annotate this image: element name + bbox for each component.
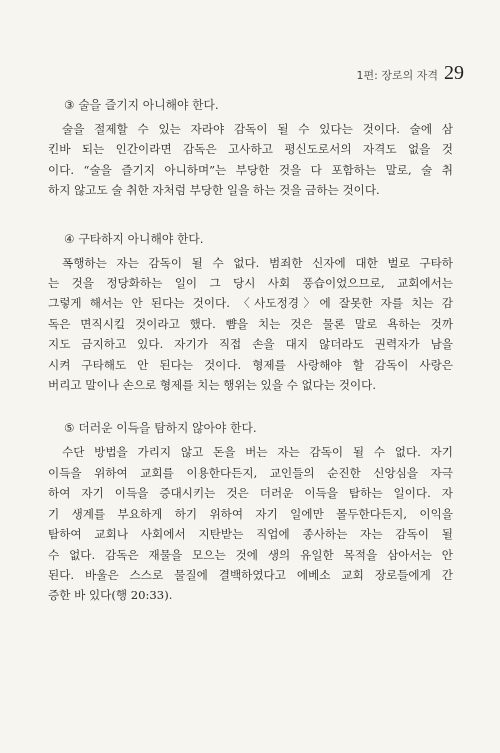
section-heading: ③ 술을 즐기지 아니해야 한다. [64,98,219,112]
text-line: 그렇게 해서는 안 된다는 것이다. 〈사도정경〉에 잘못한 자를 치는 감 [48,296,453,311]
text-line: 수단 방법을 가리지 않고 돈을 버는 자는 감독이 될 수 없다. 자기 [62,445,453,460]
text-line: 하여 자기 이득을 증대시키는 것은 더러운 이득을 탐하는 일이다. 자 [48,486,453,501]
text-line: 시켜 구타해도 안 된다는 것이다. 형제를 사랑해야 할 감독이 사랑은 [48,357,453,372]
section-violence [48,229,453,396]
text-line: 하지 않고도 술 취한 자처럼 부당한 일을 하는 것을 금하는 것이다. [48,183,380,198]
text-line: 수 없다. 감독은 재물을 모으는 것에 생의 유일한 목적을 삼아서는 안 [48,547,453,562]
text-line: 증한 바 있다(행 20:33). [48,588,173,603]
section-heading: ④ 구타하지 아니해야 한다. [64,231,204,246]
page-body [48,95,453,634]
text-line: 버리고 말이나 손으로 형제를 치는 행위는 있을 수 없다는 것이다. [48,378,377,393]
text-line: 폭행하는 자는 감독이 될 수 없다. 범죄한 신자에 대한 벌로 구타하 [62,255,453,270]
running-title: 1편: 장로의 자격 [356,69,438,82]
section-alcohol [48,95,453,201]
text-line: 술을 절제할 수 있는 자라야 감독이 될 수 있다는 것이다. 술에 삼 [62,122,453,136]
text-line: 는 것을 정당화하는 일이 그 당시 사회 풍습이었으므로, 교회에서는 [48,276,453,291]
text-line: 킨바 되는 인간이라면 감독은 고사하고 평신도로서의 자격도 없을 것 [48,142,453,157]
text-line: 기 생계를 부요하게 하기 위하여 자기 일에만 몰두한다든지, 이익을 [48,506,453,521]
text-line: 독은 면직시킬 것이라고 했다. 뺨을 치는 것은 물론 말로 욕하는 것까 [48,316,453,331]
text-line: 탐하여 교회나 사회에서 지탄받는 직업에 종사하는 자는 감독이 될 [48,527,453,542]
page-number: 29 [444,62,464,84]
section-heading: ⑤ 더러운 이득을 탐하지 않아야 한다. [64,421,257,436]
section-paragraph [48,442,453,605]
text-line: 된다. 바울은 스스로 물질에 결백하였다고 에베소 교회 장로들에게 간 [48,567,453,582]
text-line: 이다. “술을 즐기지 아니하며”는 부당한 것을 다 포함하는 말로, 술 취 [48,162,453,177]
section-paragraph [48,253,453,396]
section-greed [48,418,453,605]
running-head [357,62,464,85]
section-paragraph [48,119,453,201]
text-line: 이득을 위하여 교회를 이용한다든지, 교인들의 순진한 신앙심을 자극 [48,465,453,480]
text-line: 지도 금지하고 있다. 자기가 직접 손을 대지 않더라도 권력자가 남을 [48,337,453,352]
